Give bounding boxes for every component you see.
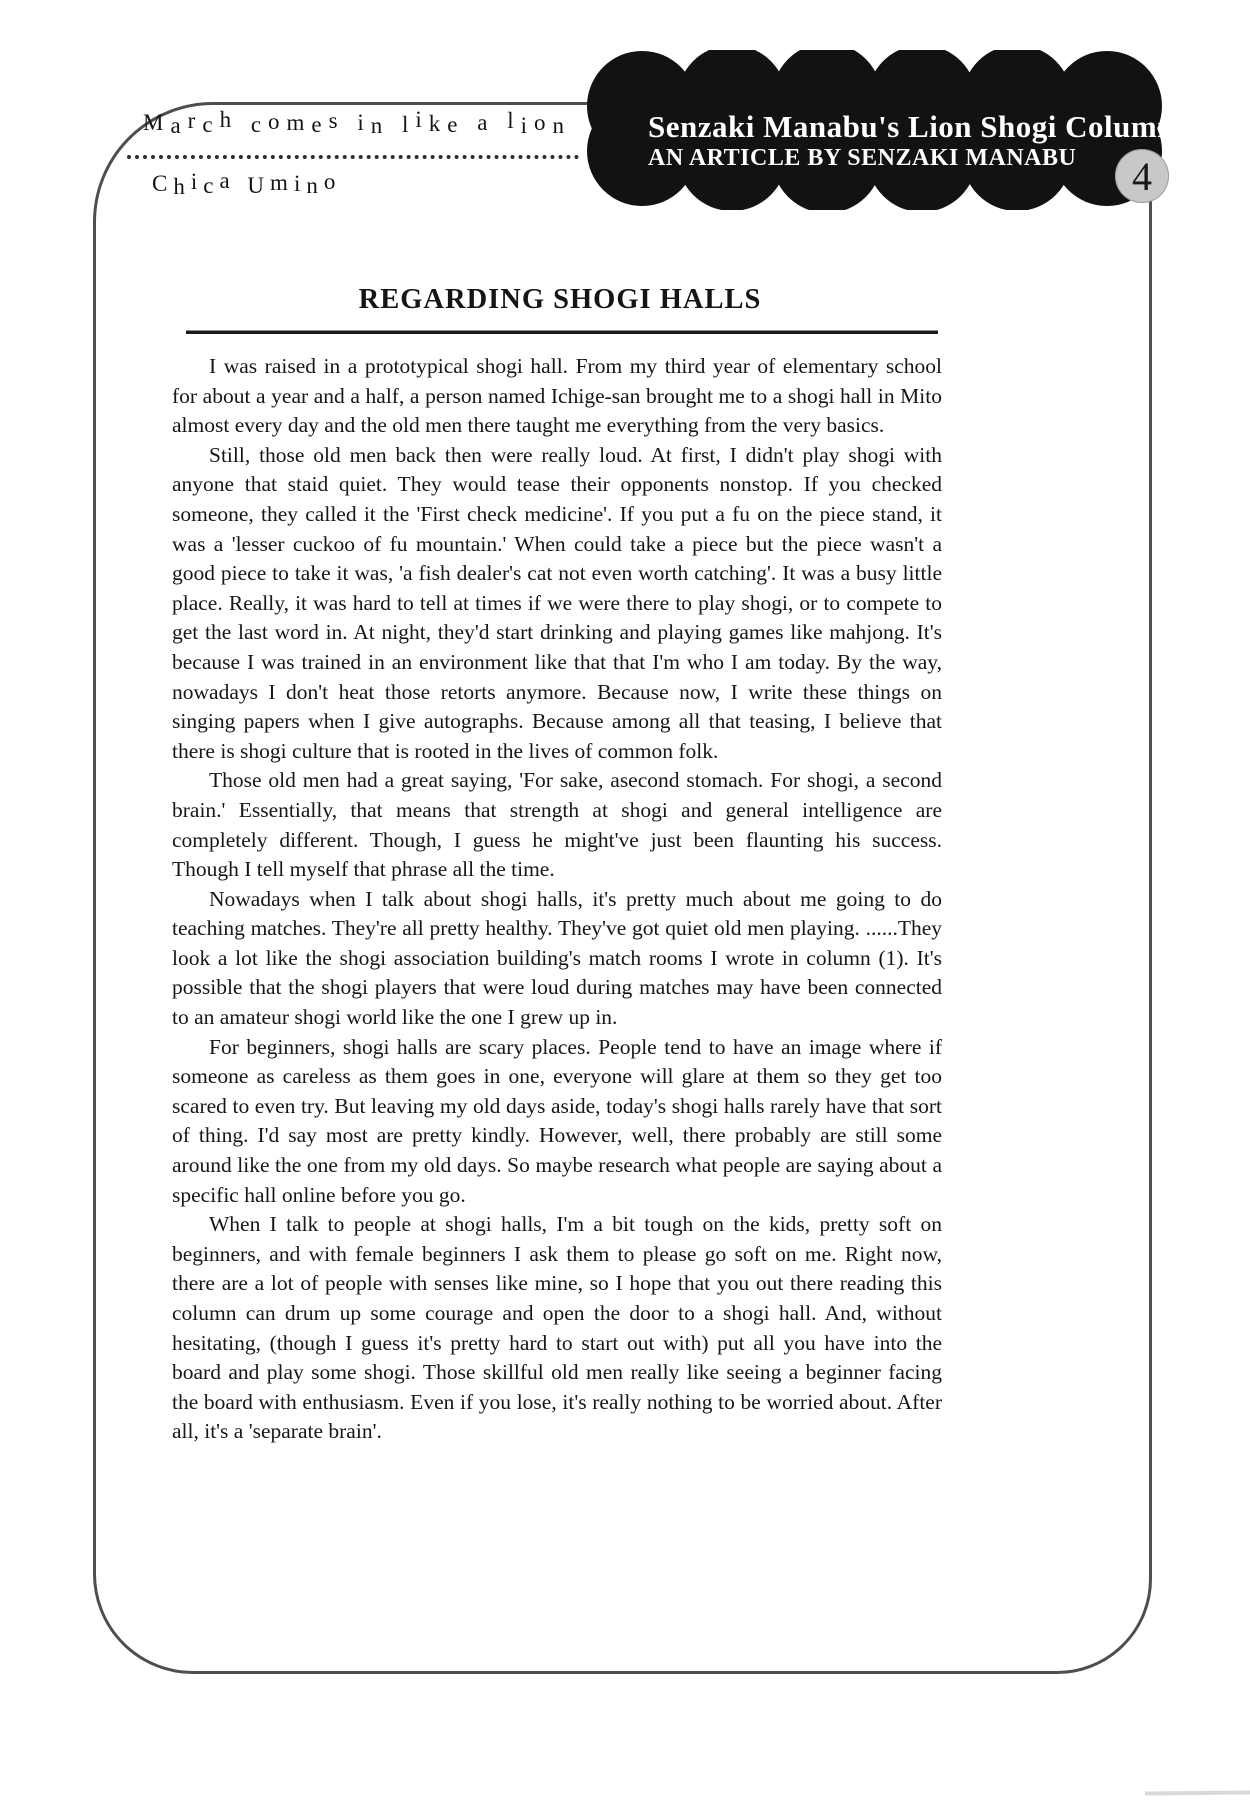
badge-subtitle: AN ARTICLE BY SENZAKI MANABU xyxy=(648,145,1077,171)
badge-title: Senzaki Manabu's Lion Shogi Column xyxy=(648,109,1175,144)
header-dotted-rule xyxy=(127,155,579,159)
article-paragraph: For beginners, shogi halls are scary places. People tend to have an image where if someone as careless as them goes in one, everyone will glare at them so they get too scared to even try. But leaving my old days aside, today's shogi halls rarely have that sort of thing. I'd say most are pretty kindly. However, well, there probably are still some around like the one from my old days. So maybe research what people are saying about a specific hall online before you go. xyxy=(172,1034,942,1207)
article-body xyxy=(172,352,942,1447)
badge-text-block xyxy=(648,110,1175,172)
page-number: 4 xyxy=(1132,153,1152,199)
article-paragraph: I was raised in a prototypical shogi hall. From my third year of elementary school for about a year and a half, a person named Ichige-san brought me to a shogi hall in Mito almost every day and the old men there taught me everything from the very basics. xyxy=(172,354,942,438)
article-title: REGARDING SHOGI HALLS xyxy=(358,284,762,315)
article-paragraph: Those old men had a great saying, 'For sake, asecond stomach. For shogi, a second brain.' Essentially, that means that strength at shogi and general intelligence are completely different. Though, I guess he might've just been flaunting his success. Though I tell myself that phrase all the time. xyxy=(172,768,942,882)
author-name: Chica Umino xyxy=(152,168,342,199)
page-number-badge xyxy=(1115,149,1169,203)
article-paragraph: When I talk to people at shogi halls, I'm a bit tough on the kids, pretty soft on beginners, and with female beginners I ask them to please go soft on me. Right now, there are a lot of people with senses like mine, so I hope that you out there reading this column can drum up some courage and open the door to a shogi hall. And, without hesitating, (though I guess it's pretty hard to start out with) put all you have into the board and play some shogi. Those skillful old men really like seeing a beginner facing the board with enthusiasm. Even if you lose, it's really nothing to be worried about. After all, it's a 'separate brain'. xyxy=(172,1212,942,1444)
shogi-column-badge xyxy=(572,50,1192,210)
scan-smudge xyxy=(1145,1790,1250,1795)
article-paragraph: Nowadays when I talk about shogi halls, it's pretty much about me going to do teaching matches. They're all pretty healthy. They've got quiet old men playing. ......They look a lot like the shogi association building's match rooms I wrote in column (1). It's possible that the shogi players that were loud during matches may have been connected to an amateur shogi world like the one I grew up in. xyxy=(172,886,942,1030)
article-paragraph: Still, those old men back then were really loud. At first, I didn't play shogi with anyone that staid quiet. They would tease their opponents nonstop. If you checked someone, they called it the 'First check medicine'. If you put a fu on the piece stand, it was a 'lesser cuckoo of fu mountain.' When could take a piece but the piece wasn't a good piece to take it was, 'a fish dealer's cat not even worth catching'. It was a busy little place. Really, it was hard to tell at times if we were there to play shogi, or to compete to get the last word in. At night, they'd start drinking and playing games like mahjong. It's because I was trained in an environment like that that I'm who I am today. By the way, nowadays I don't heat those retorts anymore. Because now, I write these things on singing papers when I give autographs. Because among all that teasing, I believe that there is shogi culture that is rooted in the lives of common folk. xyxy=(172,442,942,763)
title-underline-rule xyxy=(186,330,938,334)
series-title: March comes in like a lion xyxy=(143,107,571,138)
